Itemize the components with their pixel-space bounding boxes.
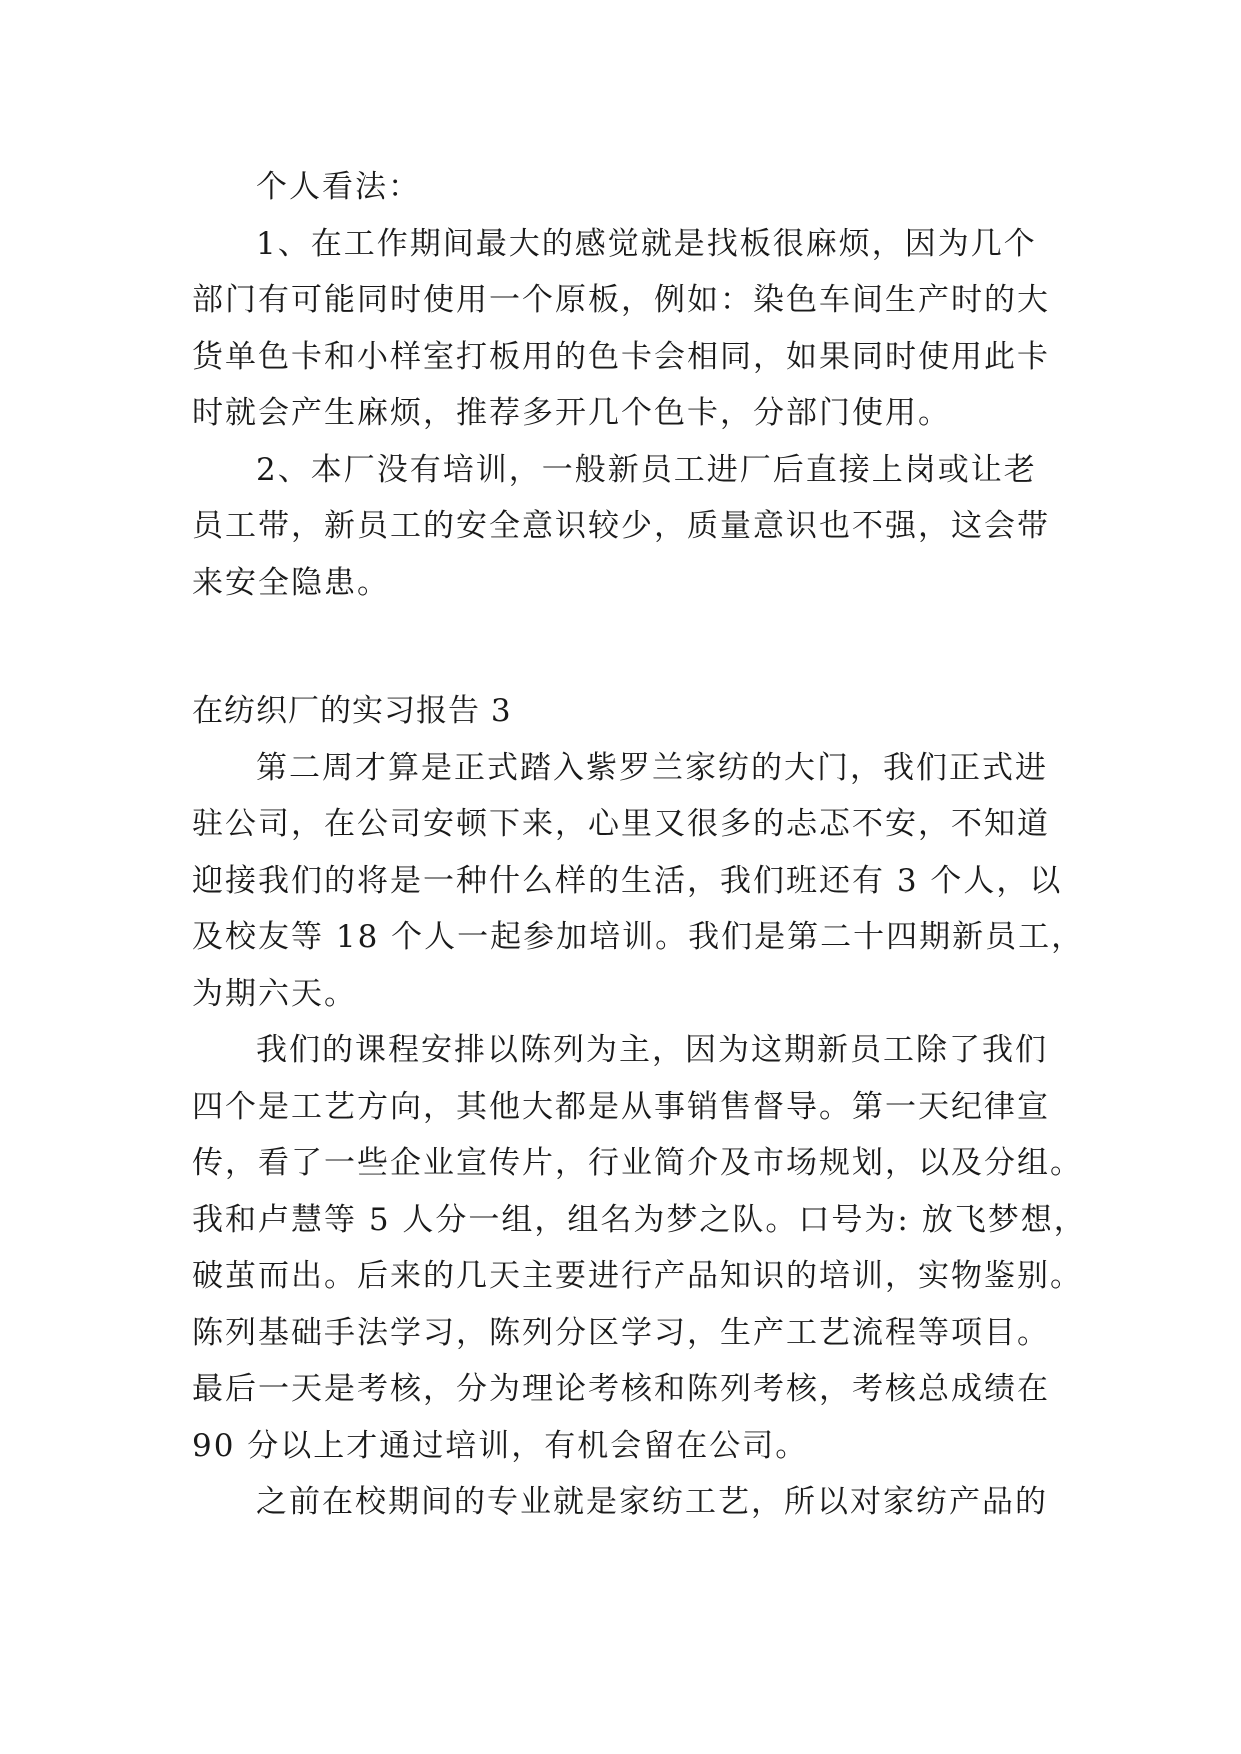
report-line: 及校友等 18 个人一起参加培训。我们是第二十四期新员工， xyxy=(192,919,1085,955)
opinion-line: 2、本厂没有培训，一般新员工进厂后直接上岗或让老 xyxy=(256,452,1037,488)
report-line: 90 分以上才通过培训，有机会留在公司。 xyxy=(192,1428,809,1464)
opinion-line: 时就会产生麻烦，推荐多开几个色卡，分部门使用。 xyxy=(192,395,951,431)
report-line: 第二周才算是正式踏入紫罗兰家纺的大门，我们正式进 xyxy=(256,750,1048,786)
opinion-line: 员工带，新员工的安全意识较少，质量意识也不强，这会带 xyxy=(192,508,1050,544)
report-line: 之前在校期间的专业就是家纺工艺，所以对家纺产品的 xyxy=(256,1484,1048,1520)
report-line: 四个是工艺方向，其他大都是从事销售督导。第一天纪律宣 xyxy=(192,1089,1050,1125)
report-line: 驻公司，在公司安顿下来，心里又很多的忐忑不安，不知道 xyxy=(192,806,1050,842)
report-line: 迎接我们的将是一种什么样的生活，我们班还有 3 个人，以 xyxy=(192,863,1063,899)
opinion-line: 货单色卡和小样室打板用的色卡会相同，如果同时使用此卡 xyxy=(192,339,1050,375)
report-line: 传，看了一些企业宣传片，行业简介及市场规划，以及分组。 xyxy=(192,1145,1083,1181)
opinion-heading: 个人看法： xyxy=(256,169,421,205)
report-line: 最后一天是考核，分为理论考核和陈列考核，考核总成绩在 xyxy=(192,1371,1050,1407)
report-title: 在纺织厂的实习报告 3 xyxy=(192,693,512,729)
report-line: 为期六天。 xyxy=(192,976,357,1012)
opinion-line: 1、在工作期间最大的感觉就是找板很麻烦，因为几个 xyxy=(256,226,1037,262)
report-line: 我们的课程安排以陈列为主，因为这期新员工除了我们 xyxy=(256,1032,1048,1068)
report-line: 破茧而出。后来的几天主要进行产品知识的培训，实物鉴别。 xyxy=(192,1258,1083,1294)
report-line: 我和卢慧等 5 人分一组，组名为梦之队。口号为: 放飞梦想， xyxy=(192,1202,1087,1238)
opinion-line: 部门有可能同时使用一个原板，例如：染色车间生产时的大 xyxy=(192,282,1050,318)
opinion-line: 来安全隐患。 xyxy=(192,565,390,601)
report-line: 陈列基础手法学习，陈列分区学习，生产工艺流程等项目。 xyxy=(192,1315,1050,1351)
